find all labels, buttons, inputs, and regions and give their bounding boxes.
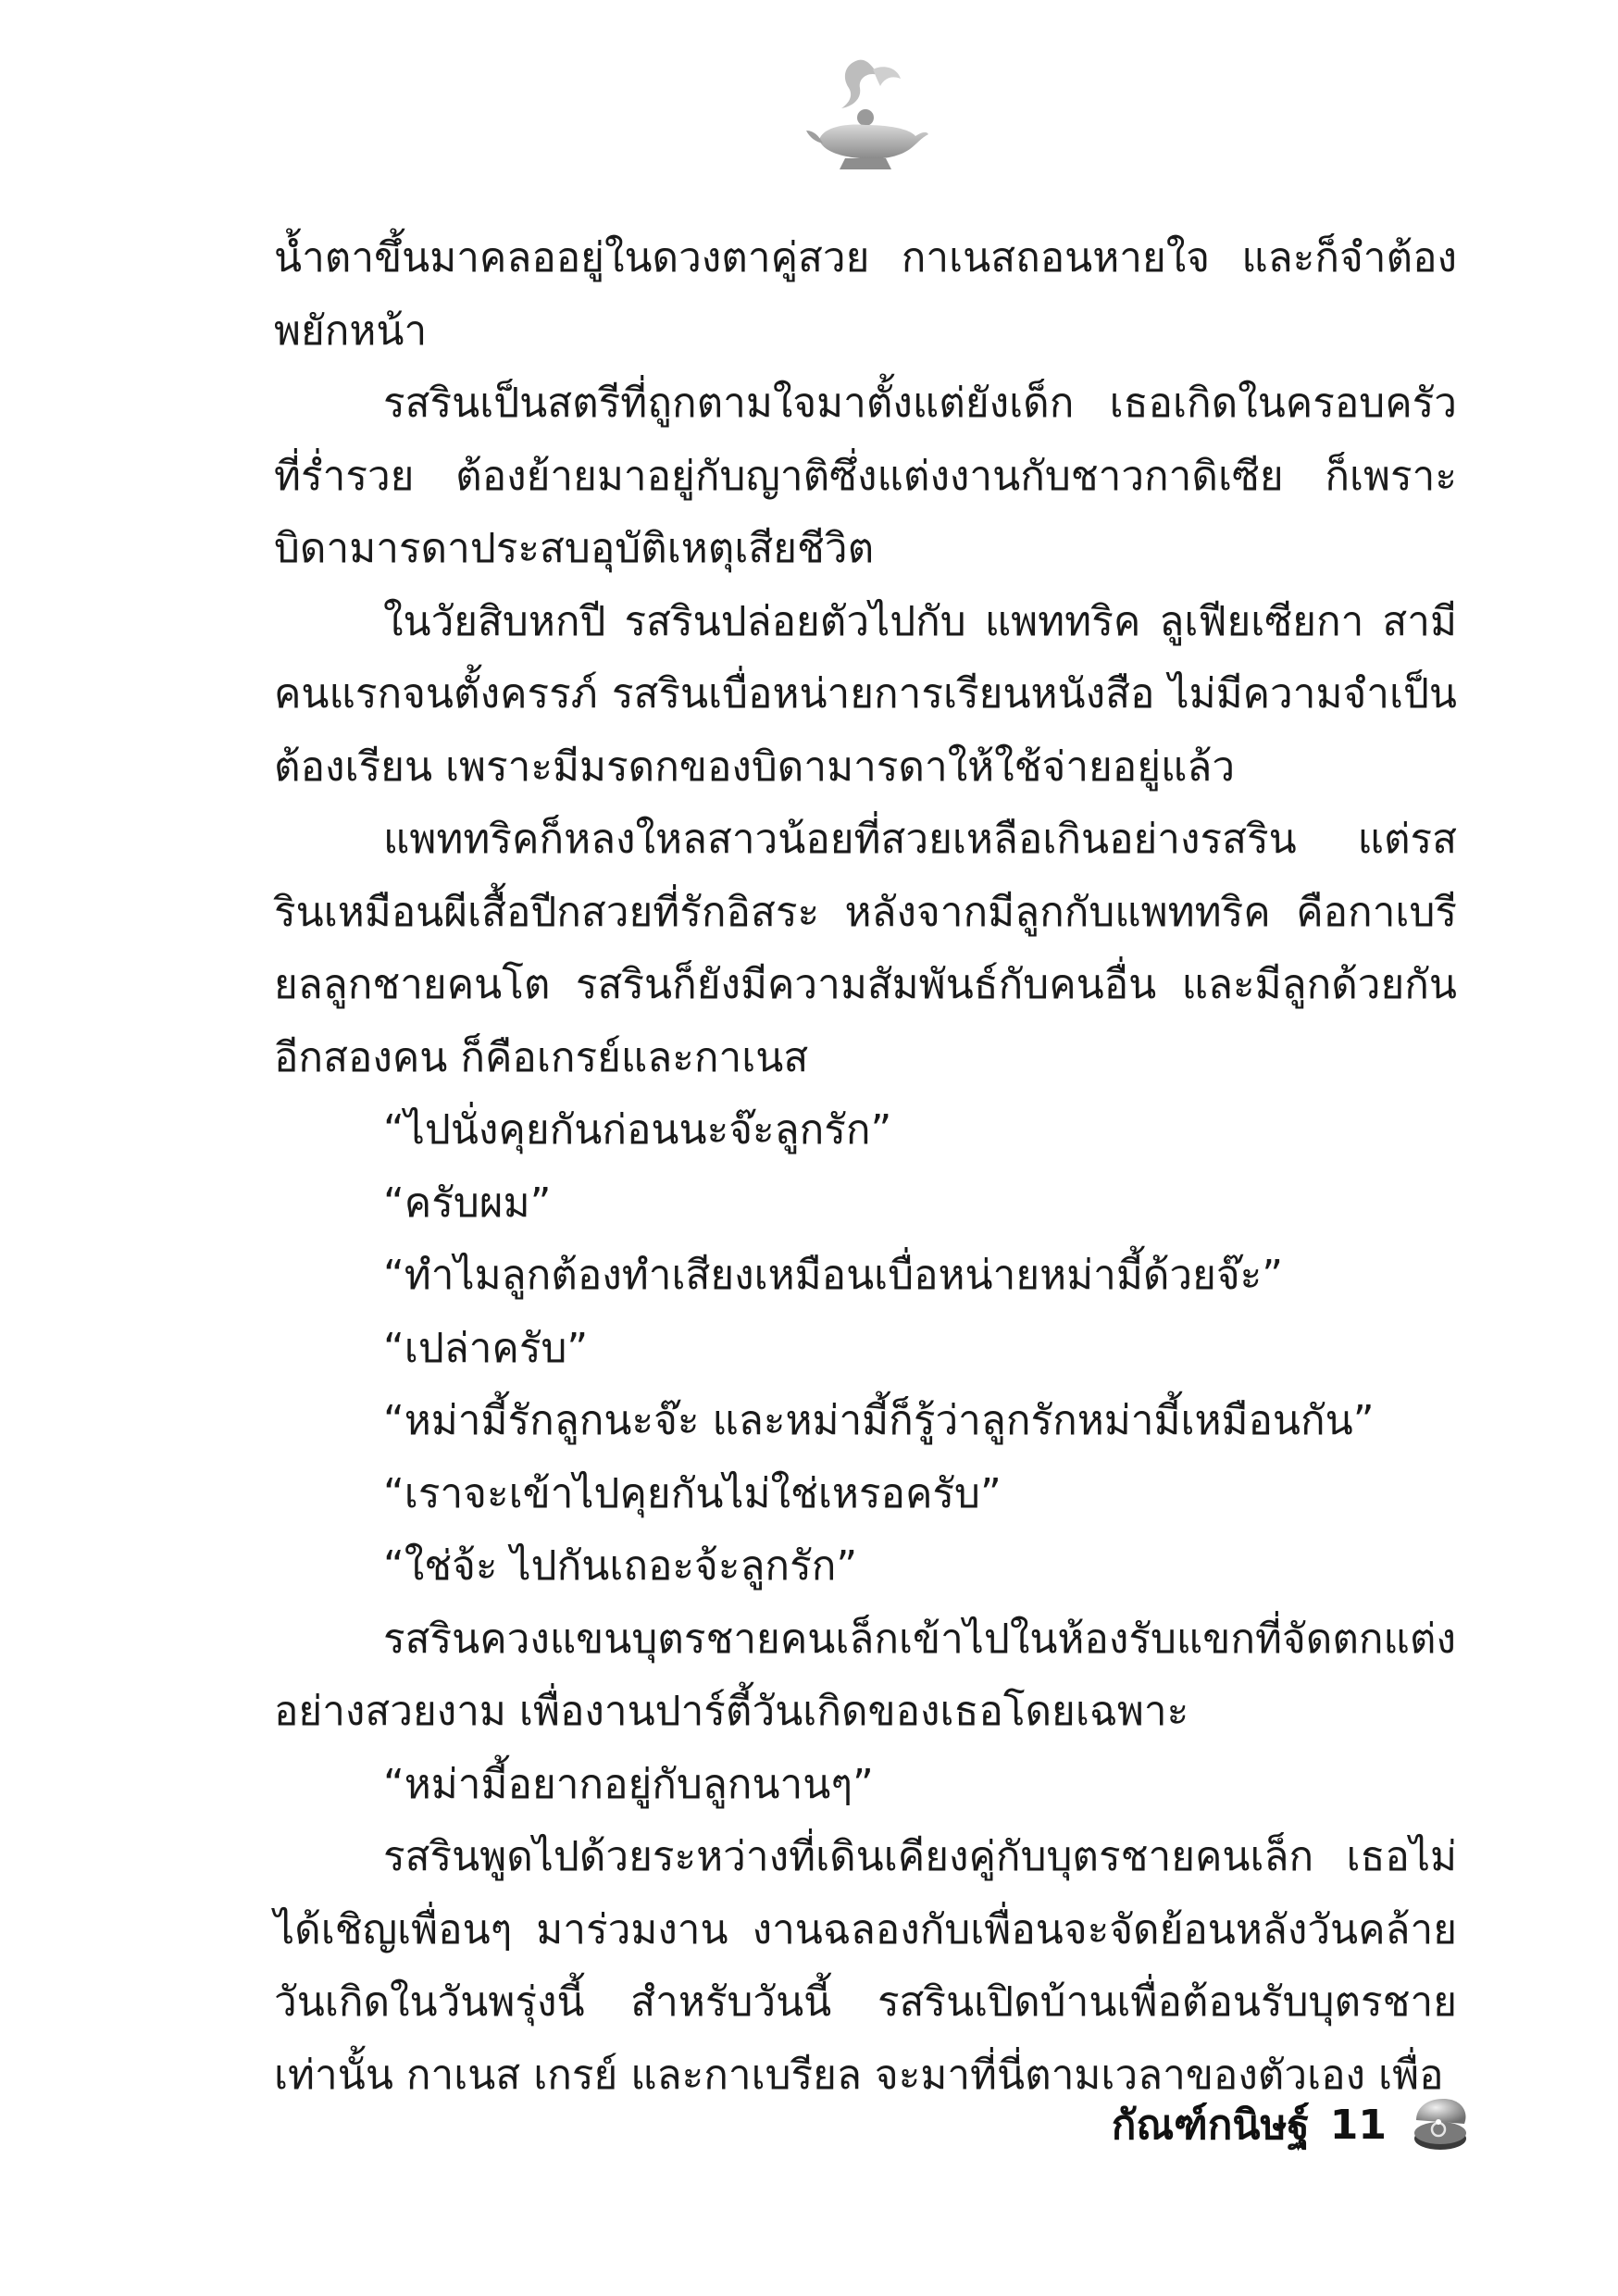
- paragraph: รสรินควงแขนบุตรชายคนเล็กเข้าไปในห้องรับแขกที่จัดตกแต่งอย่างสวยงาม เพื่องานปาร์ตี้วันเกิดของเธอโดยเฉพาะ: [274, 1615, 1456, 1735]
- dialogue-line: “เราจะเข้าไปคุยกันไม่ใช่เหรอครับ”: [383, 1469, 1002, 1517]
- page-number: 11: [1329, 2101, 1387, 2149]
- paragraph: น้ำตาขึ้นมาคลออยู่ในดวงตาคู่สวย กาเนสถอนหายใจ และก็จำต้องพยักหน้า: [274, 234, 1457, 355]
- genie-lamp-icon: [801, 51, 930, 176]
- paragraph: รสรินเป็นสตรีที่ถูกตามใจมาตั้งแต่ยังเด็ก เธอเกิดในครอบครัวที่ร่ำรวย ต้องย้ายมาอยู่กับญาติซึ่งแต่งงานกับชาวกาดิเซีย ก็เพราะบิดามารดาประสบอุบัติเหตุเสียชีวิต: [274, 380, 1457, 572]
- paragraph: ในวัยสิบหกปี รสรินปล่อยตัวไปกับ แพททริค ลูเฟียเซียกา สามีคนแรกจนตั้งครรภ์ รสรินเบื่อหน่ายการเรียนหนังสือ ไม่มีความจำเป็นต้องเรียน เพราะมีมรดกของบิดามารดาให้ใช้จ่ายอยู่แล้ว: [274, 597, 1457, 791]
- dialogue-line: “ใช่จ้ะ ไปกันเถอะจ้ะลูกรัก”: [383, 1542, 858, 1590]
- page-footer: [1112, 2088, 1472, 2162]
- paragraph: แพททริคก็หลงใหลสาวน้อยที่สวยเหลือเกินอย่างรสริน แต่รสรินเหมือนผีเสื้อปีกสวยที่รักอิสระ หลังจากมีลูกกับแพททริค คือกาเบรียลลูกชายคนโต รสรินก็ยังมีความสัมพันธ์กับคนอื่น และมีลูกด้วยกันอีกสองคน ก็คือเกรย์และกาเนส: [274, 816, 1457, 1081]
- dialogue-line: “ไปนั่งคุยกันก่อนนะจ๊ะลูกรัก”: [383, 1106, 892, 1154]
- dialogue-line: “หม่ามี้รักลูกนะจ๊ะ และหม่ามี้ก็รู้ว่าลูกรักหม่ามี้เหมือนกัน”: [383, 1397, 1375, 1444]
- body-text: [274, 222, 1457, 2112]
- ring-box-icon: [1407, 2092, 1472, 2157]
- dialogue-line: “ทำไมลูกต้องทำเสียงเหมือนเบื่อหน่ายหม่ามี้ด้วยจ๊ะ”: [383, 1252, 1284, 1299]
- book-title: กัณฑ์กนิษฐ์: [1111, 2102, 1310, 2149]
- dialogue-line: “ครับผม”: [383, 1179, 552, 1227]
- dialogue-line: “หม่ามี้อยากอยู่กับลูกนานๆ”: [383, 1760, 874, 1808]
- paragraph: รสรินพูดไปด้วยระหว่างที่เดินเคียงคู่กับบุตรชายคนเล็ก เธอไม่ได้เชิญเพื่อนๆ มาร่วมงาน งานฉลองกับเพื่อนจะจัดย้อนหลังวันคล้ายวันเกิดในวันพรุ่งนี้ สำหรับวันนี้ รสรินเปิดบ้านเพื่อต้อนรับบุตรชายเท่านั้น กาเนส เกรย์ และกาเบรียล จะมาที่นี่ตามเวลาของตัวเอง เพื่อ: [274, 1833, 1457, 2099]
- dialogue-line: “เปล่าครับ”: [383, 1324, 589, 1372]
